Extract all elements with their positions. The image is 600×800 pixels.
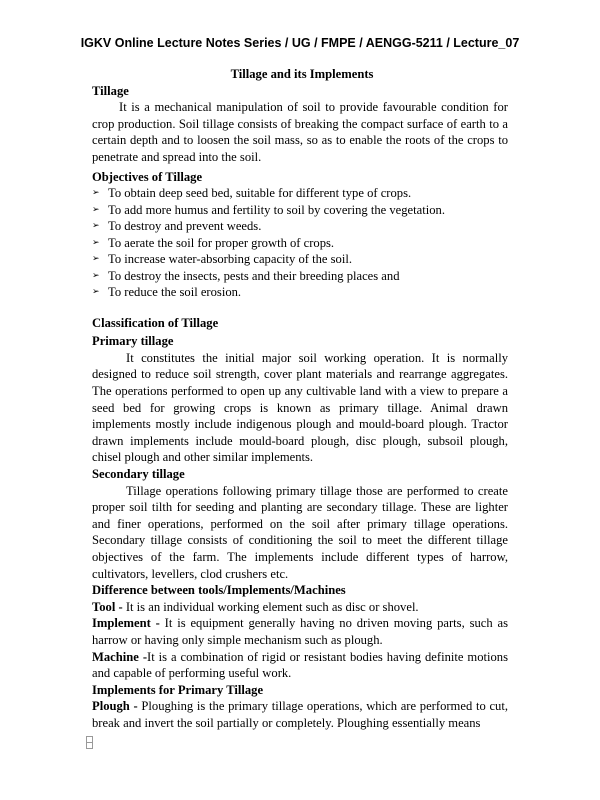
tillage-paragraph: It is a mechanical manipulation of soil to provide favourable condition for crop production. Soil tillage consists of breaking the compact surface of earth to a certain depth and to loosen the soil mass, so as to enable the roots of the crops to penetrate and spread into the soil. xyxy=(92,100,508,164)
difference-heading: Difference between tools/Implements/Machines xyxy=(92,583,346,598)
arrow-bullet-icon: ➢ xyxy=(92,204,100,215)
arrow-bullet-icon: ➢ xyxy=(92,237,100,248)
primary-tillage-paragraph: It constitutes the initial major soil working operation. It is normally designed to reduce soil strength, cover plant materials and rearrange aggregates. The operations performed to open up any cultivable land with a view to prepare a seed bed for growing crops is known as primary tillage. Animal drawn implements mostly include indigenous plough and mould-board plough. Tractor drawn implements include mould-board plough, disc plough, subsoil plough, chisel plough and other similar implements. xyxy=(92,350,508,465)
secondary-tillage-paragraph: Tillage operations following primary tillage those are performed to create proper soil tilth for seeding and planting are secondary tillage. These are lighter and finer operations, performed on the soil after primary tillage operations. Secondary tillage consists of conditioning the soil to meet the different tillage objectives of the farm. The implements include different types of harrow, cultivators, levellers, clod crushers etc. xyxy=(92,483,508,581)
plough-label: Plough - xyxy=(92,699,138,714)
page-corner-marker-icon xyxy=(86,736,93,749)
classification-heading: Classification of Tillage xyxy=(92,315,219,330)
arrow-bullet-icon: ➢ xyxy=(92,254,100,265)
tool-label: Tool - xyxy=(92,599,123,614)
page-title: Tillage and its Implements xyxy=(230,67,374,81)
implement-label: Implement - xyxy=(92,616,160,631)
objectives-list xyxy=(92,185,508,301)
arrow-bullet-icon: ➢ xyxy=(92,221,100,232)
arrow-bullet-icon: ➢ xyxy=(92,270,100,281)
primary-tillage-heading: Primary tillage xyxy=(92,334,174,349)
list-item: ➢ To increase water-absorbing capacity of the soil. xyxy=(92,252,352,267)
list-item: ➢ To reduce the soil erosion. xyxy=(92,285,242,300)
machine-definition: Machine -It is a combination of rigid or resistant bodies having definite motions and capable of performing useful work. xyxy=(92,649,508,681)
primary-implements-heading: Implements for Primary Tillage xyxy=(92,682,264,697)
lecture-header: IGKV Online Lecture Notes Series / UG / FMPE / AENGG-5211 / Lecture_07 xyxy=(80,36,520,50)
list-item: ➢ To add more humus and fertility to soil by covering the vegetation. xyxy=(92,202,445,217)
list-item: ➢ To obtain deep seed bed, suitable for different type of crops. xyxy=(92,186,412,201)
arrow-bullet-icon: ➢ xyxy=(92,287,100,298)
list-item: ➢ To destroy and prevent weeds. xyxy=(92,219,262,234)
arrow-bullet-icon: ➢ xyxy=(92,188,100,199)
machine-label: Machine - xyxy=(92,649,148,664)
tool-definition: Tool - It is an individual working element such as disc or shovel. xyxy=(92,599,419,614)
objectives-heading: Objectives of Tillage xyxy=(92,169,203,184)
tillage-heading: Tillage xyxy=(92,83,129,98)
list-item: ➢ To aerate the soil for proper growth of crops. xyxy=(92,235,335,250)
secondary-tillage-heading: Secondary tillage xyxy=(92,467,185,481)
list-item: ➢ To destroy the insects, pests and their breeding places and xyxy=(92,268,400,283)
page-content xyxy=(92,66,508,732)
implement-definition: Implement - It is equipment generally having no driven moving parts, such as harrow or having only simple mechanism such as plough. xyxy=(92,616,508,647)
plough-definition: Plough - Ploughing is the primary tillage operations, which are performed to cut, break and invert the soil partially or completely. Ploughing essentially means xyxy=(92,699,508,730)
